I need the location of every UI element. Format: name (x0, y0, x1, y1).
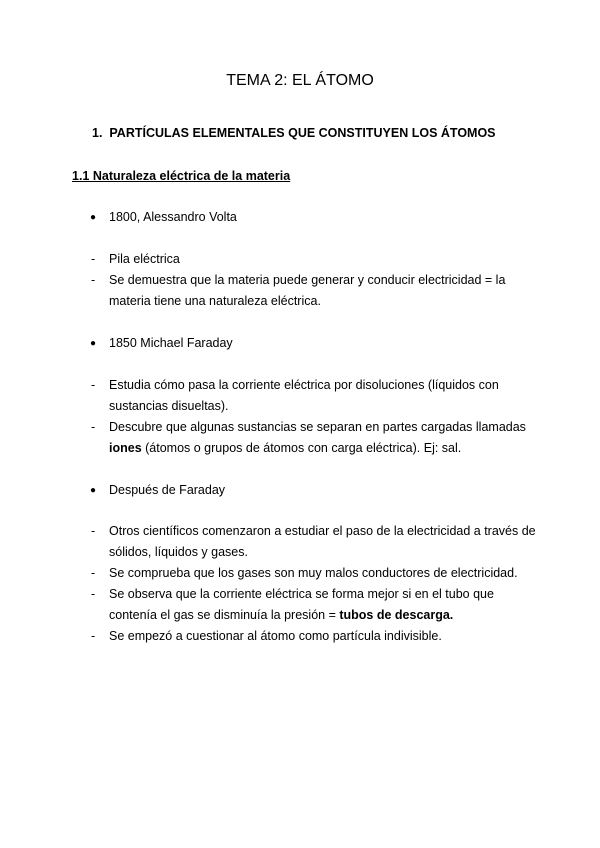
list-item: Descubre que algunas sustancias se separan en partes cargadas llamadas (109, 420, 526, 434)
list-item: Se observa que la corriente eléctrica se forma mejor si en el tubo que (109, 587, 494, 601)
list-item: Se empezó a cuestionar al átomo como partícula indivisible. (109, 629, 442, 643)
dash-marker: - (91, 252, 96, 266)
bold-term-iones: iones (109, 441, 142, 455)
dash-marker: - (91, 629, 96, 643)
dash-marker: - (91, 378, 96, 392)
bullet-marker: ● (90, 338, 97, 349)
dash-marker: - (91, 273, 96, 287)
list-item-continuation: sólidos, líquidos y gases. (109, 545, 248, 559)
bullet-item-after-faraday: Después de Faraday (109, 483, 226, 497)
list-item: Pila eléctrica (109, 252, 180, 266)
section-number: 1. (92, 126, 103, 140)
dash-marker: - (91, 420, 96, 434)
list-item-continuation (109, 608, 453, 622)
list-item: Se demuestra que la materia puede generar y conducir electricidad = la (109, 273, 506, 287)
bullet-item-faraday: 1850 Michael Faraday (109, 336, 233, 350)
dash-marker: - (91, 587, 96, 601)
bold-term-tubos: tubos de descarga. (339, 608, 454, 622)
list-item-continuation: materia tiene una naturaleza eléctrica. (109, 294, 321, 308)
section-heading (92, 126, 496, 140)
bullet-marker: ● (90, 212, 97, 223)
bullet-marker: ● (90, 485, 97, 496)
subsection-heading: 1.1 Naturaleza eléctrica de la materia (72, 169, 291, 183)
list-item-text: contenía el gas se disminuía la presión = (109, 608, 340, 622)
dash-marker: - (91, 524, 96, 538)
list-item: Otros científicos comenzaron a estudiar el paso de la electricidad a través de (109, 524, 536, 538)
list-item-continuation: sustancias disueltas). (109, 399, 229, 413)
list-item-continuation (109, 441, 461, 455)
list-item: Se comprueba que los gases son muy malos conductores de electricidad. (109, 566, 518, 580)
dash-marker: - (91, 566, 96, 580)
list-item: Estudia cómo pasa la corriente eléctrica por disoluciones (líquidos con (109, 378, 499, 392)
page-title: TEMA 2: EL ÁTOMO (226, 72, 374, 89)
list-item-text: (átomos o grupos de átomos con carga eléctrica). Ej: sal. (141, 441, 462, 455)
bullet-item-volta: 1800, Alessandro Volta (109, 210, 237, 224)
section-label: PARTÍCULAS ELEMENTALES QUE CONSTITUYEN LOS ÁTOMOS (109, 126, 496, 140)
